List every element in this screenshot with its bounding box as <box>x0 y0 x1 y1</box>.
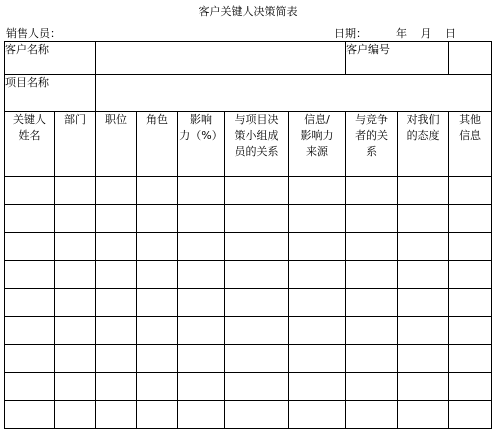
table-cell[interactable] <box>55 345 96 373</box>
table-cell[interactable] <box>225 177 289 205</box>
table-cell[interactable] <box>137 205 178 233</box>
table-cell[interactable] <box>449 401 492 429</box>
table-cell[interactable] <box>178 177 225 205</box>
table-cell[interactable] <box>55 205 96 233</box>
table-cell[interactable] <box>225 289 289 317</box>
table-cell[interactable] <box>5 261 55 289</box>
table-cell[interactable] <box>398 401 449 429</box>
table-cell[interactable] <box>289 205 346 233</box>
customer-name-field[interactable] <box>96 42 346 75</box>
column-header <box>5 112 55 177</box>
table-cell[interactable] <box>5 373 55 401</box>
table-cell[interactable] <box>55 261 96 289</box>
table-cell[interactable] <box>398 373 449 401</box>
table-cell[interactable] <box>449 233 492 261</box>
table-cell[interactable] <box>289 233 346 261</box>
column-header-line: 信息 <box>459 129 482 142</box>
table-cell[interactable] <box>289 345 346 373</box>
table-cell[interactable] <box>449 289 492 317</box>
customer-number-label: 客户编号 <box>346 42 449 75</box>
column-header-line: 力（%） <box>179 129 223 142</box>
customer-number-field[interactable] <box>449 42 492 75</box>
customer-row <box>5 42 492 75</box>
column-header-line: 与竞争 <box>355 113 389 126</box>
column-header-line: 信息/ <box>304 113 330 126</box>
table-row <box>5 205 492 233</box>
table-cell[interactable] <box>96 345 137 373</box>
column-header-line: 影响力 <box>300 129 334 142</box>
table-cell[interactable] <box>346 205 398 233</box>
column-header <box>398 112 449 177</box>
table-cell[interactable] <box>137 233 178 261</box>
column-header-line: 职位 <box>105 113 127 126</box>
table-cell[interactable] <box>398 177 449 205</box>
table-cell[interactable] <box>178 261 225 289</box>
table-cell[interactable] <box>289 289 346 317</box>
project-name-field[interactable] <box>96 75 492 112</box>
table-cell[interactable] <box>225 345 289 373</box>
table-cell[interactable] <box>289 401 346 429</box>
table-cell[interactable] <box>5 177 55 205</box>
table-cell[interactable] <box>5 233 55 261</box>
table-cell[interactable] <box>178 401 225 429</box>
table-cell[interactable] <box>398 261 449 289</box>
table-cell[interactable] <box>178 373 225 401</box>
table-cell[interactable] <box>346 289 398 317</box>
column-header-line: 系 <box>366 145 378 158</box>
table-cell[interactable] <box>96 205 137 233</box>
table-row <box>5 317 492 345</box>
table-cell[interactable] <box>55 177 96 205</box>
table-cell[interactable] <box>289 177 346 205</box>
table-cell[interactable] <box>346 373 398 401</box>
column-header-line: 对我们 <box>406 113 440 126</box>
table-row <box>5 233 492 261</box>
table-cell[interactable] <box>55 401 96 429</box>
table-cell[interactable] <box>137 345 178 373</box>
date-units: 年 月 日 <box>396 27 456 40</box>
column-header <box>289 112 346 177</box>
column-header-line: 部门 <box>64 113 86 126</box>
table-cell[interactable] <box>449 373 492 401</box>
table-cell[interactable] <box>225 373 289 401</box>
table-cell[interactable] <box>449 345 492 373</box>
table-cell[interactable] <box>346 317 398 345</box>
column-header-line: 者的关 <box>355 129 389 142</box>
salesperson-label: 销售人员： <box>6 27 61 40</box>
table-cell[interactable] <box>398 317 449 345</box>
table-cell[interactable] <box>5 317 55 345</box>
column-header-line: 来源 <box>306 145 329 158</box>
table-cell[interactable] <box>449 205 492 233</box>
column-header <box>225 112 289 177</box>
column-header <box>137 112 178 177</box>
column-header-line: 的态度 <box>406 129 440 142</box>
table-cell[interactable] <box>96 261 137 289</box>
table-cell[interactable] <box>137 401 178 429</box>
table-row <box>5 401 492 429</box>
table-cell[interactable] <box>449 177 492 205</box>
table-cell[interactable] <box>225 401 289 429</box>
column-header <box>449 112 492 177</box>
table-cell[interactable] <box>346 177 398 205</box>
table-row <box>5 373 492 401</box>
table-cell[interactable] <box>5 205 55 233</box>
table-cell[interactable] <box>5 401 55 429</box>
table-cell[interactable] <box>96 233 137 261</box>
table-cell[interactable] <box>398 345 449 373</box>
table-cell[interactable] <box>178 233 225 261</box>
table-row <box>5 177 492 205</box>
table-row <box>5 289 492 317</box>
column-header-line: 与项目决 <box>234 113 279 126</box>
table-cell[interactable] <box>346 345 398 373</box>
project-name-label: 项目名称 <box>5 75 96 112</box>
column-header <box>346 112 398 177</box>
table-row <box>5 261 492 289</box>
column-header-row <box>5 112 492 177</box>
table-cell[interactable] <box>225 205 289 233</box>
table-cell[interactable] <box>55 317 96 345</box>
table-cell[interactable] <box>137 373 178 401</box>
table-cell[interactable] <box>137 261 178 289</box>
column-header-line: 角色 <box>146 113 168 126</box>
column-header <box>96 112 137 177</box>
table-cell[interactable] <box>178 345 225 373</box>
table-cell[interactable] <box>55 233 96 261</box>
table-cell[interactable] <box>449 317 492 345</box>
table-cell[interactable] <box>96 317 137 345</box>
column-header-line: 关键人 <box>13 113 46 126</box>
table-cell[interactable] <box>137 177 178 205</box>
table-cell[interactable] <box>137 289 178 317</box>
table-cell[interactable] <box>225 317 289 345</box>
column-header-line: 其他 <box>459 113 482 126</box>
table-cell[interactable] <box>96 373 137 401</box>
table-cell[interactable] <box>346 401 398 429</box>
column-header-line: 影响 <box>190 113 212 126</box>
customer-name-label: 客户名称 <box>5 42 96 75</box>
table-cell[interactable] <box>346 261 398 289</box>
table-cell[interactable] <box>398 289 449 317</box>
table-cell[interactable] <box>289 373 346 401</box>
decision-table <box>4 41 492 429</box>
table-cell[interactable] <box>398 233 449 261</box>
table-cell[interactable] <box>225 233 289 261</box>
table-cell[interactable] <box>346 233 398 261</box>
table-cell[interactable] <box>289 261 346 289</box>
table-cell[interactable] <box>137 317 178 345</box>
table-cell[interactable] <box>449 261 492 289</box>
table-cell[interactable] <box>5 345 55 373</box>
table-cell[interactable] <box>96 177 137 205</box>
table-cell[interactable] <box>55 373 96 401</box>
table-cell[interactable] <box>96 289 137 317</box>
column-header-line: 姓名 <box>18 129 41 142</box>
table-cell[interactable] <box>178 317 225 345</box>
table-row <box>5 345 492 373</box>
table-cell[interactable] <box>178 289 225 317</box>
form-title: 客户关键人决策简表 <box>198 5 298 18</box>
table-cell[interactable] <box>289 317 346 345</box>
table-cell[interactable] <box>225 261 289 289</box>
project-row <box>5 75 492 112</box>
date-label: 日期： <box>334 27 367 40</box>
column-header-line: 员的关系 <box>234 145 279 158</box>
column-header <box>55 112 96 177</box>
table-cell[interactable] <box>178 205 225 233</box>
table-cell[interactable] <box>55 289 96 317</box>
table-cell[interactable] <box>96 401 137 429</box>
table-cell[interactable] <box>398 205 449 233</box>
table-cell[interactable] <box>5 289 55 317</box>
column-header <box>178 112 225 177</box>
column-header-line: 策小组成 <box>234 129 279 142</box>
